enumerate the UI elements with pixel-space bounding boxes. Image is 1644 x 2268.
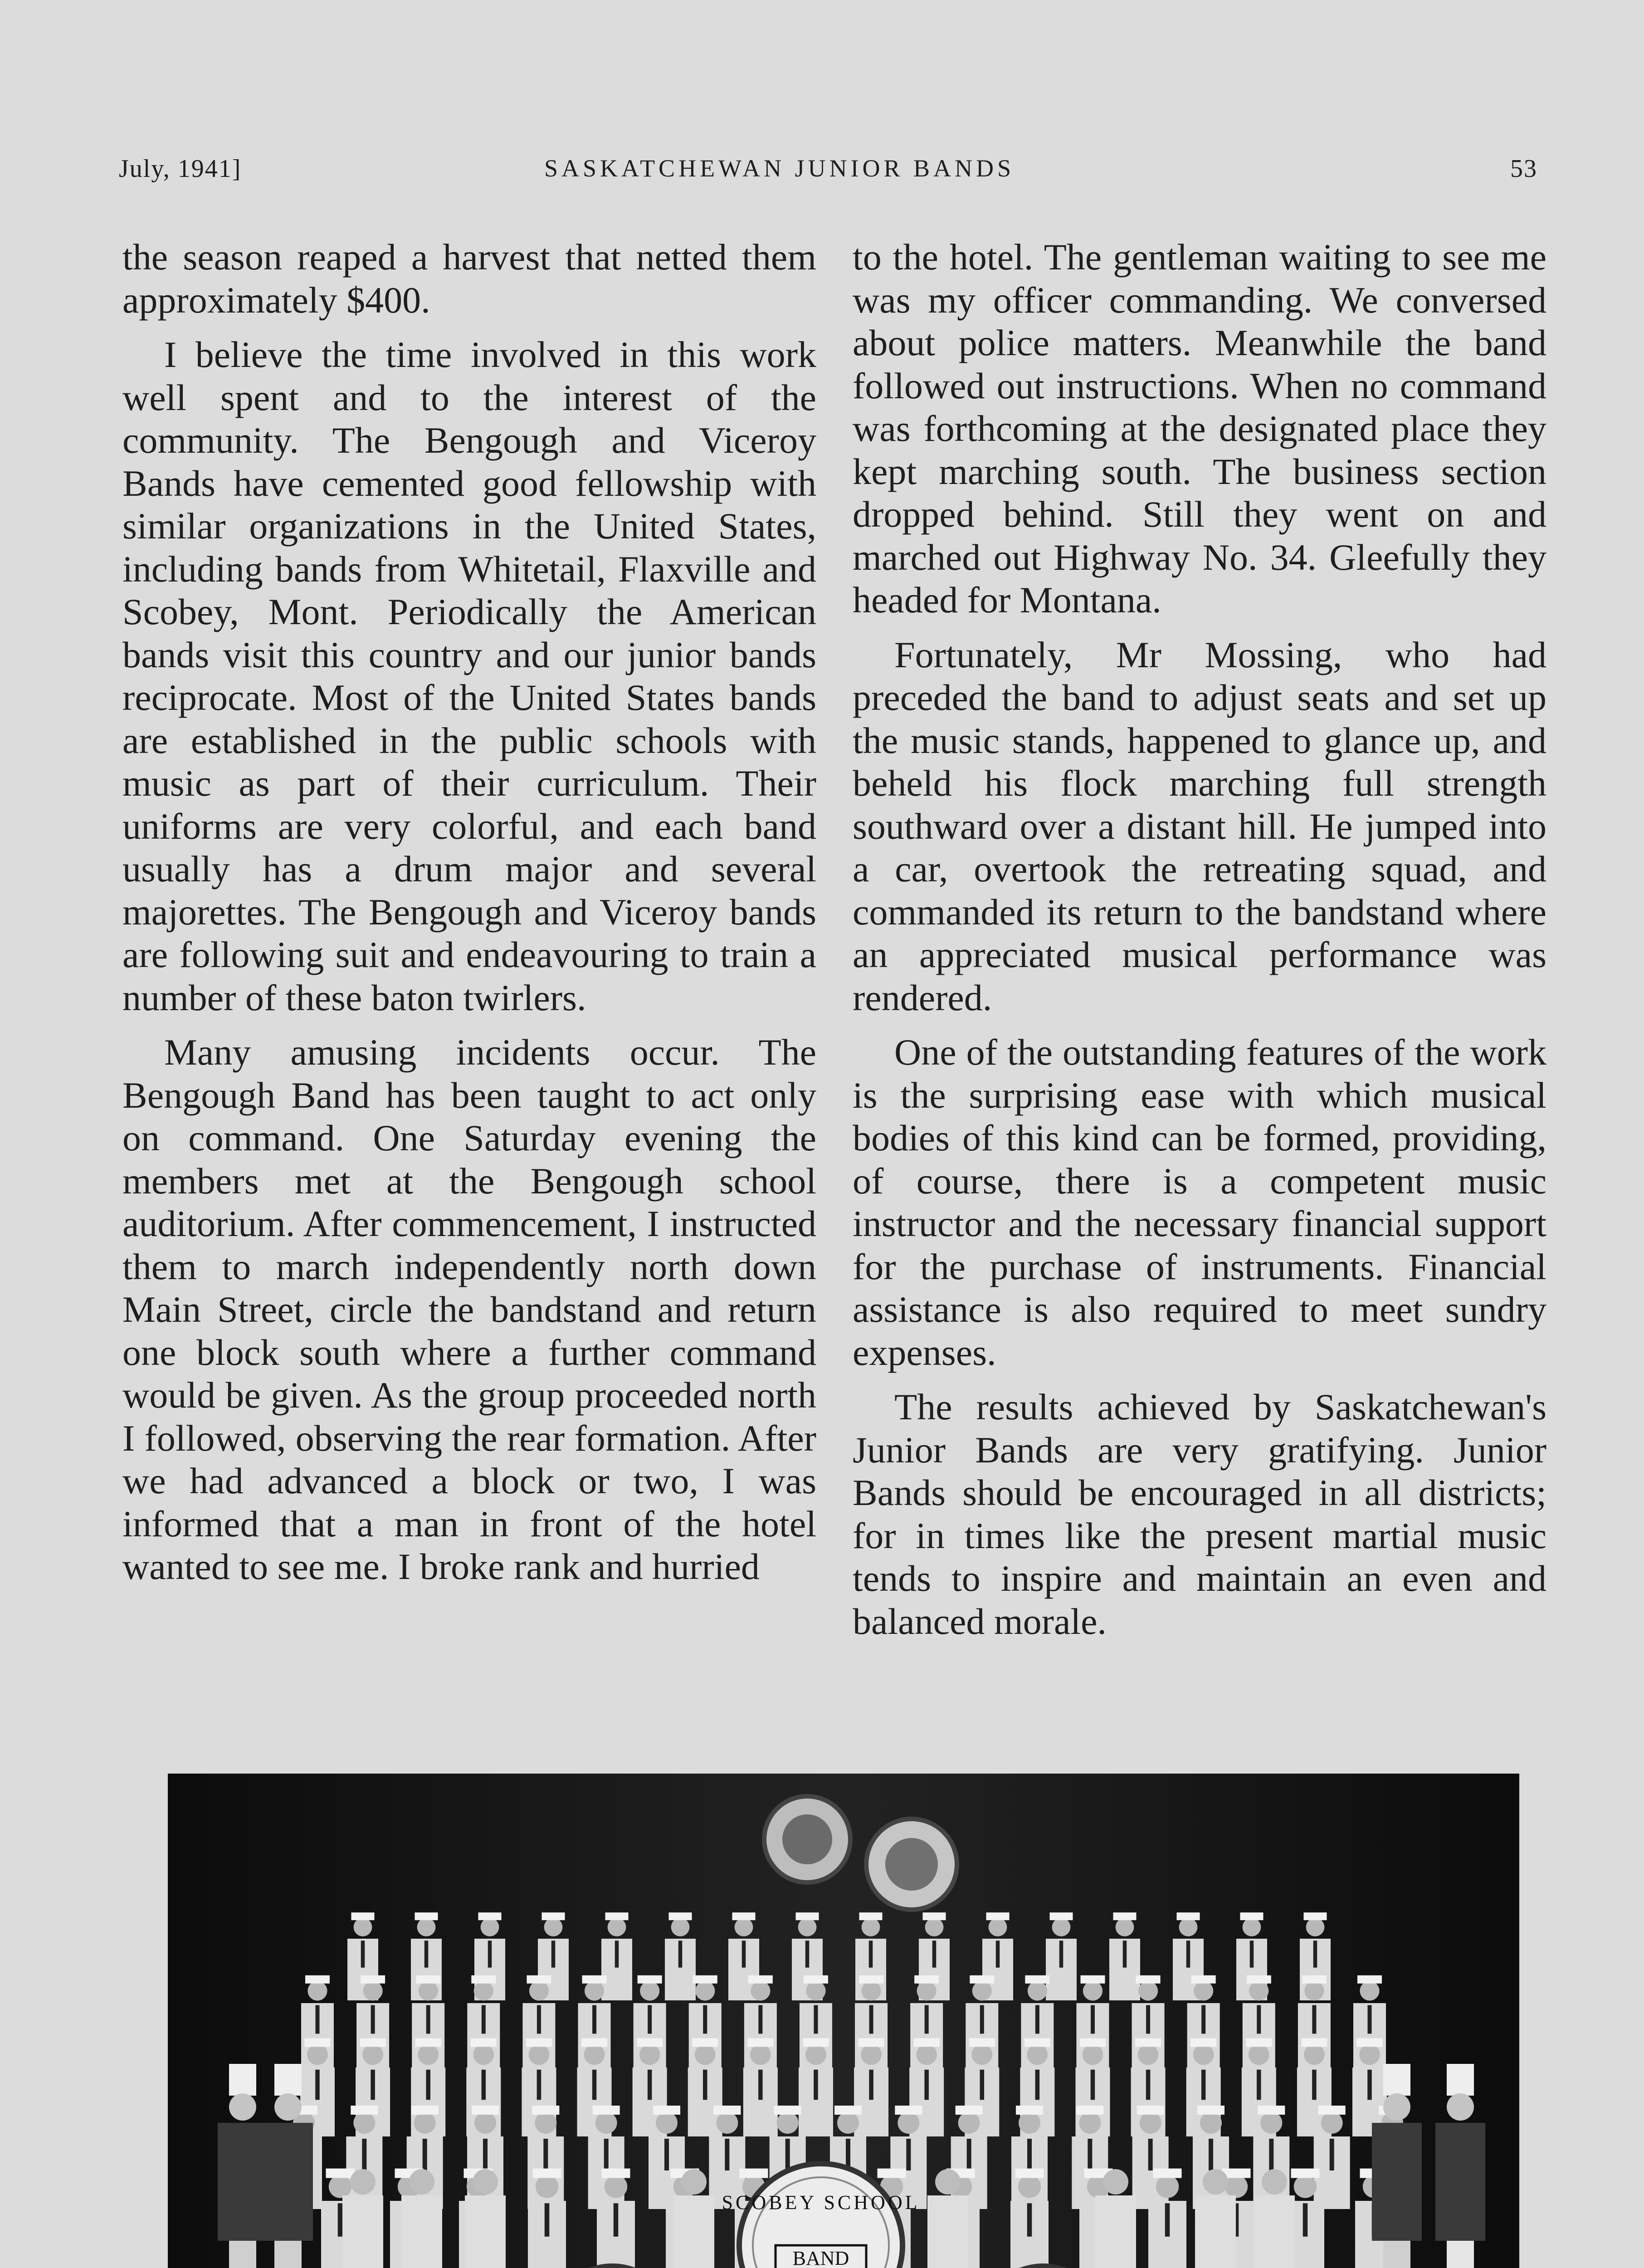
center-drum-text: SCOBEY SCHOOL [722,2191,920,2214]
running-title: SASKATCHEWAN JUNIOR BANDS [544,155,1015,182]
right-text-column [853,236,1546,1643]
left-text-column [122,236,816,1589]
paragraph: the season reaped a harvest that netted them approximately $400. [122,236,816,321]
sousaphone-bell-right [866,1819,957,1910]
sousaphone-bell-left [764,1796,850,1882]
paragraph: One of the outstanding features of the work is the surprising ease with which musical bodies of this kind can be formed, providing, of course, there is a competent music instructor and the necessary financial support for the purchase of instruments. Financial assistance is also required to meet sundry expenses. [853,1031,1546,1373]
issue-date: July, 1941] [119,155,242,183]
paragraph: Many amusing incidents occur. The Bengough Band has been taught to act only on command. One Saturday evening the members met at the Bengough school auditorium. After commencement, I instructed them to march independently north down Main Street, circle the bandstand and return one block south where a further command would be given. As the group proceeded north I followed, observing the rear formation. After we had advanced a block or two, I was informed that a man in front of the hotel wanted to see me. I broke rank and hurried [122,1031,816,1587]
center-drum-label: BAND [792,2247,849,2268]
running-head [0,154,1644,191]
paragraph: I believe the time involved in this work well spent and to the interest of the community. The Bengough and Viceroy Bands have cemented good fellowship with similar organizations in the United States, including bands from Whitetail, Flaxville and Scobey, Mont. Periodically the American bands visit this country and our junior bands reciprocate. Most of the United States bands are established in the public schools with music as part of their curriculum. Their uniforms are very colorful, and each band usually has a drum major and several majorettes. The Bengough and Viceroy bands are following suit and endeavouring to train a number of these baton twirlers. [122,334,816,1018]
band-photograph [168,1774,1519,2268]
paragraph: The results achieved by Saskatchewan's Junior Bands are very gratifying. Junior Bands should be encouraged in all districts; for in times like the present martial music tends to inspire and maintain an even and balanced morale. [853,1386,1546,1642]
paragraph: Fortunately, Mr Mossing, who had preceded the band to adjust seats and set up the music stands, happened to glance up, and beheld his flock marching full strength southward over a distant hill. He jumped into a car, overtook the retreating squad, and commanded its return to the bandstand where an appreciated musical performance was rendered. [853,634,1546,1018]
page-number: 53 [1510,155,1537,183]
paragraph: to the hotel. The gentleman waiting to see me was my officer commanding. We conversed about police matters. Meanwhile the band followed out instructions. When no command was forthcoming at the designated place they kept marching south. The business section dropped behind. Still they went on and marched out Highway No. 34. Gleefully they headed for Montana. [853,236,1546,621]
